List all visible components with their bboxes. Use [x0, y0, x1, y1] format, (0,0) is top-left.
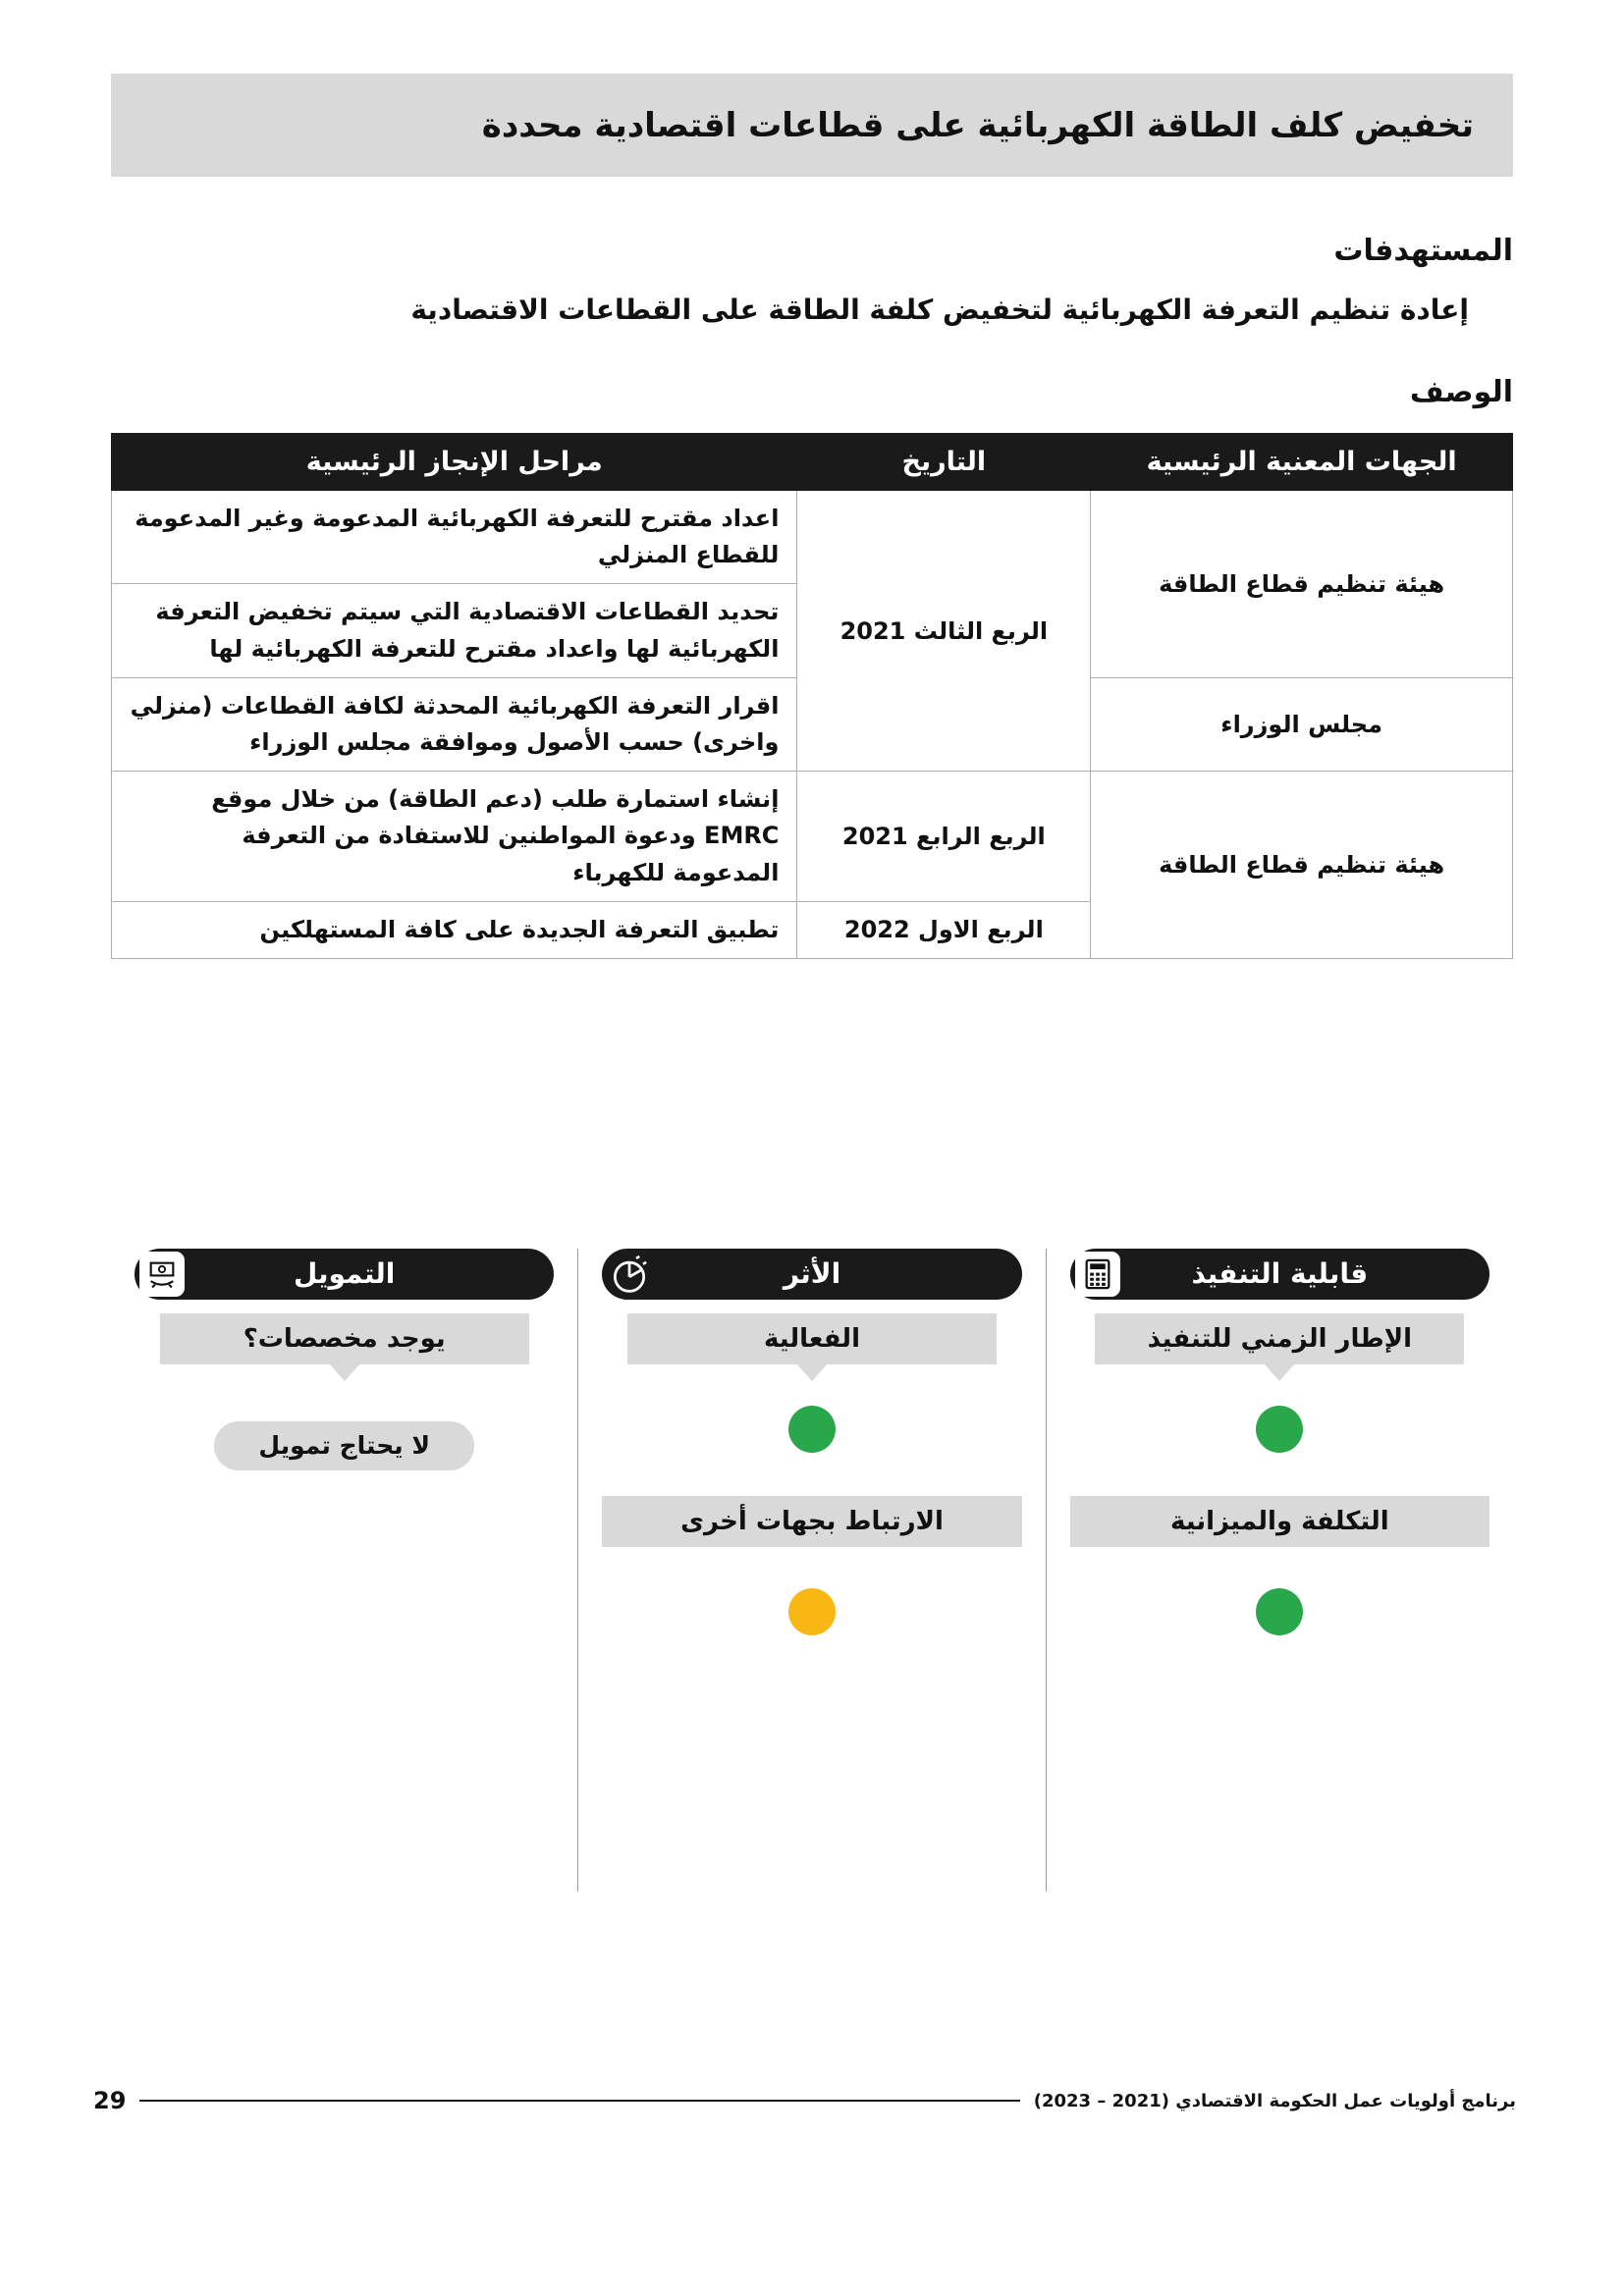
entity-cell: هيئة تنظيم قطاع الطاقة	[1091, 772, 1513, 959]
page-footer	[93, 2087, 1516, 2114]
targets-heading: المستهدفات	[1333, 234, 1513, 268]
panel-funding	[111, 1249, 577, 1892]
impact-item-label	[627, 1313, 997, 1364]
feasibility-item-text: الإطار الزمني للتنفيذ	[1147, 1323, 1413, 1354]
header-entities: الجهات المعنية الرئيسية	[1091, 434, 1513, 491]
date-cell: الربع الرابع 2021	[797, 772, 1091, 902]
status-circle-green	[1256, 1588, 1303, 1635]
stage-cell: إنشاء استمارة طلب (دعم الطاقة) من خلال موقع EMRC ودعوة المواطنين للاستفادة من التعرفة المدعومة للكهرباء	[112, 772, 797, 902]
impact-item-text: الفعالية	[764, 1323, 860, 1354]
stage-cell: تطبيق التعرفة الجديدة على كافة المستهلكين	[112, 901, 797, 958]
stage-cell: اقرار التعرفة الكهربائية المحدثة لكافة القطاعات (منزلي واخرى) حسب الأصول وموافقة مجلس الوزراء	[112, 677, 797, 771]
footer-program-title: برنامج أولويات عمل الحكومة الاقتصادي (2021 – 2023)	[1033, 2090, 1516, 2111]
calculator-icon	[1075, 1252, 1120, 1297]
impact-header	[602, 1249, 1021, 1300]
status-circle-yellow	[788, 1588, 836, 1635]
funding-answer-capsule: لا يحتاج تمويل	[214, 1421, 474, 1470]
header-stages: مراحل الإنجاز الرئيسية	[112, 434, 797, 491]
header-date: التاريخ	[797, 434, 1091, 491]
panel-feasibility	[1047, 1249, 1513, 1892]
date-cell: الربع الاول 2022	[797, 901, 1091, 958]
page-title: تخفيض كلف الطاقة الكهربائية على قطاعات اقتصادية محددة	[481, 105, 1474, 145]
page-content	[111, 0, 1513, 1892]
title-bar	[111, 74, 1513, 177]
panel-divider	[577, 1249, 578, 1892]
cash-in-hands-icon	[139, 1252, 185, 1297]
stage-cell: اعداد مقترح للتعرفة الكهربائية المدعومة وغير المدعومة للقطاع المنزلي	[112, 491, 797, 584]
feasibility-header	[1070, 1249, 1489, 1300]
funding-header	[135, 1249, 554, 1300]
funding-question-text: يوجد مخصصات؟	[243, 1323, 446, 1354]
feasibility-item-label	[1095, 1313, 1464, 1364]
feasibility-item-label	[1070, 1496, 1489, 1547]
status-circle-green	[788, 1406, 836, 1453]
funding-title: التمويل	[294, 1257, 396, 1291]
impact-item-label	[602, 1496, 1021, 1547]
pie-chart-icon	[607, 1252, 652, 1297]
footer-page-number: 29	[93, 2087, 127, 2114]
table-header-row	[112, 434, 1513, 491]
stage-cell: تحديد القطاعات الاقتصادية التي سيتم تخفيض التعرفة الكهربائية لها واعداد مقترح للتعرفة الكهربائية لها	[112, 584, 797, 677]
targets-text: إعادة تنظيم التعرفة الكهربائية لتخفيض كلفة الطاقة على القطاعات الاقتصادية	[410, 294, 1469, 326]
panel-divider	[1046, 1249, 1047, 1892]
table-row	[112, 491, 1513, 584]
impact-title: الأثر	[783, 1257, 841, 1291]
feasibility-title: قابلية التنفيذ	[1191, 1257, 1369, 1291]
status-panels	[111, 1249, 1513, 1892]
footer-rule	[139, 2100, 1019, 2102]
status-circle-green	[1256, 1406, 1303, 1453]
description-heading: الوصف	[1409, 375, 1513, 409]
table-row	[112, 772, 1513, 902]
entity-cell: مجلس الوزراء	[1091, 677, 1513, 771]
panel-impact	[578, 1249, 1045, 1892]
date-cell: الربع الثالث 2021	[797, 491, 1091, 772]
impact-item-text: الارتباط بجهات أخرى	[680, 1506, 944, 1536]
entity-cell: هيئة تنظيم قطاع الطاقة	[1091, 491, 1513, 678]
funding-question-label	[160, 1313, 529, 1364]
description-table	[111, 433, 1513, 959]
feasibility-item-text: التكلفة والميزانية	[1170, 1506, 1389, 1536]
